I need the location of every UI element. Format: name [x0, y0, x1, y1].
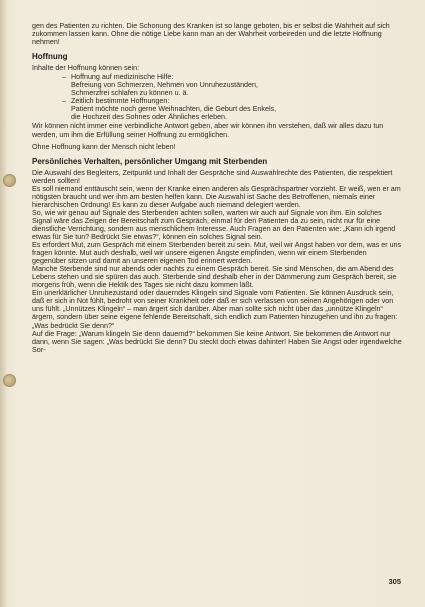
- list-item: [62, 97, 402, 121]
- intro-paragraph: gen des Patienten zu richten. Die Schonung des Kranken ist so lange geboten, bis er selbst die Wahrheit auf sich zukommen lassen kann. Ohne die nötige Liebe kann man an der Wahrheit vorbeireden und die letzte Hoffnung nehmen!: [32, 22, 390, 47]
- paragraph: Es erfordert Mut, zum Gespräch mit einem Sterbenden bereit zu sein. Mut, weil wir Angst haben vor dem, was er uns fragen könnte. Mut auch deshalb, weil wir unsere eigenen Ängste empfinden, wenn wir einem Sterbenden gegenüber sitzen und damit an unseren eigenen Tod erinnert werden.: [32, 241, 402, 266]
- binder-hole-icon: [3, 374, 16, 387]
- list-item-line: Schmerzfrei schlafen zu können u. ä.: [71, 89, 189, 98]
- hope-list: [62, 73, 402, 121]
- paragraph: Es soll niemand enttäuscht sein, wenn der Kranke einen anderen als Gesprächspartner vorzieht. Er weiß, wen er am nötigsten braucht und wer ihm am besten helfen kann. Die Auswahl ist Sache des Betroffenen, niemals einer hierarchischen Ordnung! Es kann zu dieser Aufgabe auch niemand delegiert werden.: [32, 184, 401, 209]
- paragraph: Wir können nicht immer eine verbindliche Antwort geben, aber wir können ihn verstehen, daß wir alles dazu tun werden, um ihm die Erfüllung seiner Hoffnung zu ermöglichen.: [32, 122, 384, 139]
- page-edge: [0, 0, 6, 607]
- page-number: 305: [388, 577, 401, 586]
- section-heading-verhalten: Persönliches Verhalten, persönlicher Umgang mit Sterbenden: [32, 156, 268, 166]
- paragraph: Die Auswahl des Begleiters, Zeitpunkt und Inhalt der Gespräche sind Auswahlrechte des Patienten, die respektiert werden sollten!: [32, 168, 393, 185]
- binder-hole-icon: [3, 174, 16, 187]
- paragraph: Ohne Hoffnung kann der Mensch nicht leben!: [32, 142, 176, 151]
- list-item: [62, 73, 402, 97]
- list-item-line: Befreiung von Schmerzen, Nehmen von Unruhezuständen,: [71, 81, 258, 90]
- list-item-title: – Hoffnung auf medizinische Hilfe:: [71, 73, 174, 82]
- list-item-line: Patient möchte noch gerne Weihnachten, die Geburt des Enkels,: [71, 105, 277, 114]
- paragraph: Ein unerklärlicher Unruhezustand oder dauerndes Klingeln sind Signale vom Patienten. Sie können Ausdruck sein, daß er sich in Not fühlt, bedroht von seiner Krankheit oder daß er sich verlassen von seinen Angehörigen oder von uns fühlt. „Unnützes Klingeln“ – man ärgert sich darüber. Aber man sollte sich nicht über das „unnütze Klingeln“ ärgern, sondern über seine eigene fehlende Bereitschaft, sich endlich zum Patienten hinzugehen und ihn zu fragen: „Was bedrückt Sie denn?“: [32, 289, 398, 330]
- section-lead: Inhalte der Hoffnung können sein:: [32, 64, 140, 73]
- paragraph: So, wie wir genau auf Signale des Sterbenden achten sollen, warten wir auch auf Signale von ihm. Ein solches Signal wäre das Zeigen der Bereitschaft zum Gespräch, einmal für den Patienten da zu sein, nicht nur für eine dienstliche Verrichtung, sondern aus menschlichem Interesse. Auch Fragen an den Patienten wie: „Kann ich irgend etwas für Sie tun? Bedrückt Sie etwas?“, können ein solches Signal sein.: [32, 208, 396, 241]
- page-content: [32, 22, 402, 354]
- list-item-title: – Zeitlich bestimmte Hoffnungen:: [71, 97, 170, 106]
- paragraph: Auf die Frage: „Warum klingeln Sie denn dauernd?“ bekommen Sie keine Antwort. Sie bekommen die Antwort nur dann, wenn Sie sagen: „Was bedrückt Sie denn? Du steckt doch etwas dahinter! Haben Sie Angst oder irgendwelche Sor-: [32, 329, 402, 354]
- list-item-line: die Hochzeit des Sohnes oder Ähnliches erleben.: [71, 113, 228, 122]
- paragraph: Manche Sterbende sind nur abends oder nachts zu einem Gespräch bereit. Sie sind Menschen, die am Abend des Lebens stehen und sie spüren das auch. Sterbende sind deshalb eher in der Dämmerung zum Gespräch bereit, sie morgens früh, wenn die Hektik des Tages sie nicht dazu kommen läßt.: [32, 265, 397, 290]
- section-heading-hoffnung: Hoffnung: [32, 52, 68, 62]
